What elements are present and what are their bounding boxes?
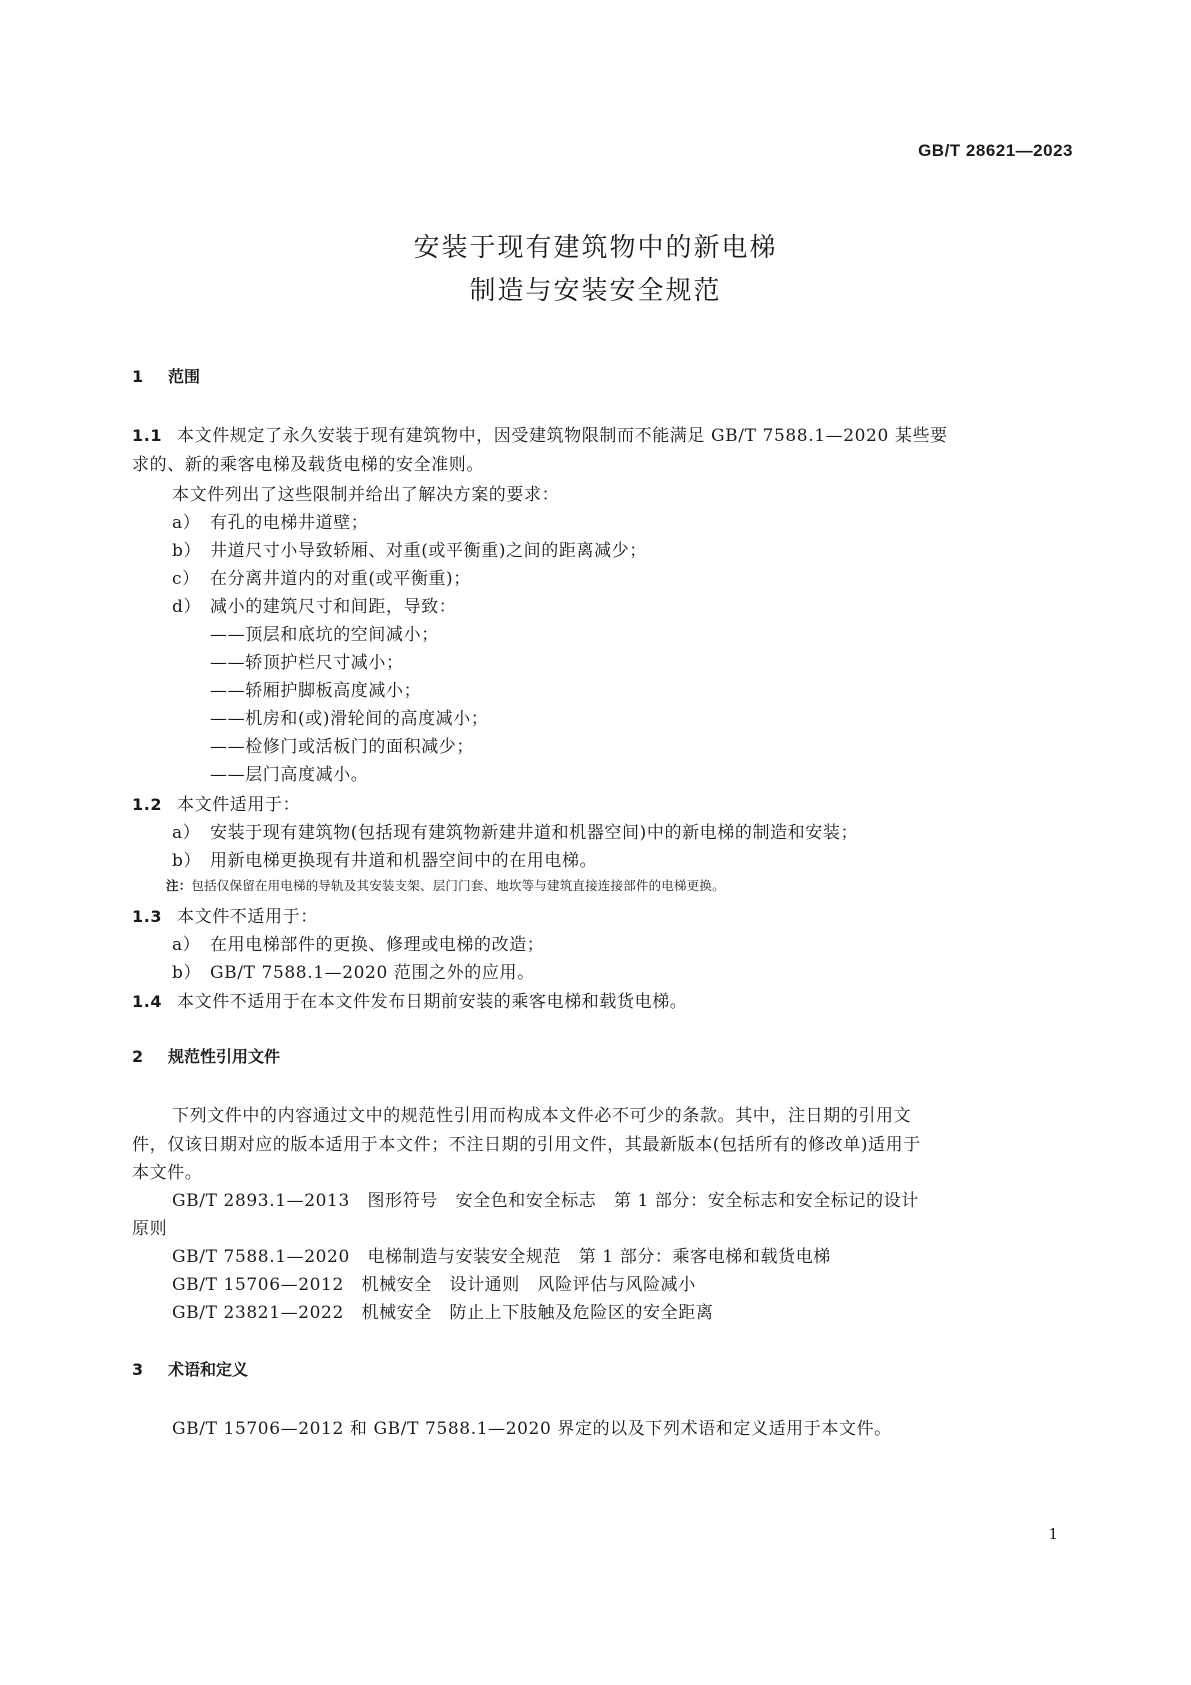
clause-text: 本文件规定了永久安装于现有建筑物中，因受建筑物限制而不能满足 GB/T 7588.1—2020 某些要 — [177, 426, 948, 446]
section-2-intro-line1: 下列文件中的内容通过文中的规范性引用而构成本文件必不可少的条款。其中，注日期的引用文 — [172, 1106, 912, 1126]
document-title-line2: 制造与安装安全规范 — [469, 276, 722, 306]
dash-item: ——轿厢护脚板高度减小； — [210, 681, 422, 701]
list-label: c） — [172, 569, 200, 589]
dash-item: ——机房和(或)滑轮间的高度减小； — [210, 709, 489, 729]
reference-item: GB/T 2893.1—2013 图形符号 安全色和安全标志 第 1 部分：安全标志和安全标记的设计 — [172, 1191, 919, 1211]
list-text: 安装于现有建筑物(包括现有建筑物新建井道和机器空间)中的新电梯的制造和安装； — [210, 823, 859, 843]
note-label: 注： — [166, 878, 192, 893]
note-text: 包括仅保留在用电梯的导轨及其安装支架、层门门套、地坎等与建筑直接连接部件的电梯更换。 — [191, 878, 725, 893]
section-title: 范围 — [168, 367, 201, 386]
clause-text: 本文件适用于： — [177, 795, 301, 815]
clause-1-1-line1 — [132, 421, 948, 446]
list-text: GB/T 7588.1—2020 范围之外的应用。 — [210, 963, 535, 983]
clause-text: 本文件不适用于： — [177, 907, 318, 927]
section-3-text: GB/T 15706—2012 和 GB/T 7588.1—2020 界定的以及下列术语和定义适用于本文件。 — [172, 1419, 892, 1439]
list-label: b） — [172, 541, 202, 561]
list-label: a） — [172, 823, 201, 843]
list-text: 井道尺寸小导致轿厢、对重(或平衡重)之间的距离减少； — [210, 541, 647, 561]
clause-number: 1.1 — [132, 426, 163, 445]
list-item — [172, 592, 456, 617]
list-text: 在用电梯部件的更换、修理或电梯的改造； — [210, 935, 545, 955]
list-item — [172, 818, 858, 843]
list-item — [172, 564, 471, 589]
list-item — [172, 536, 647, 561]
list-label: a） — [172, 513, 201, 533]
document-title-line1: 安装于现有建筑物中的新电梯 — [413, 233, 778, 263]
list-item — [172, 846, 597, 871]
clause-1-3 — [132, 902, 318, 927]
section-number: 1 — [132, 367, 144, 386]
reference-item: GB/T 23821—2022 机械安全 防止上下肢触及危险区的安全距离 — [172, 1303, 714, 1323]
section-2-intro-line2: 件，仅该日期对应的版本适用于本文件；不注日期的引用文件，其最新版本(包括所有的修改单)适用于 — [132, 1135, 921, 1155]
list-label: b） — [172, 851, 202, 871]
clause-number: 1.3 — [132, 907, 163, 926]
note — [166, 876, 725, 894]
standard-number: GB/T 28621—2023 — [918, 141, 1073, 160]
dash-item: ——轿顶护栏尺寸减小； — [210, 653, 404, 673]
list-label: d） — [172, 597, 202, 617]
list-text: 减小的建筑尺寸和间距，导致： — [210, 597, 457, 617]
reference-item: GB/T 15706—2012 机械安全 设计通则 风险评估与风险减小 — [172, 1275, 696, 1295]
section-1-heading — [132, 364, 200, 387]
section-2-heading — [132, 1044, 280, 1067]
list-item — [172, 930, 544, 955]
reference-item-continuation: 原则 — [132, 1219, 168, 1239]
list-item — [172, 508, 368, 533]
dash-item: ——检修门或活板门的面积减少； — [210, 737, 474, 757]
section-2-intro-line3: 本文件。 — [132, 1163, 203, 1183]
section-title: 术语和定义 — [168, 1360, 249, 1379]
list-text: 用新电梯更换现有井道和机器空间中的在用电梯。 — [210, 851, 598, 871]
clause-1-2 — [132, 790, 300, 815]
list-item — [172, 958, 535, 983]
section-3-heading — [132, 1357, 248, 1380]
reference-item: GB/T 7588.1—2020 电梯制造与安装安全规范 第 1 部分：乘客电梯和载货电梯 — [172, 1247, 831, 1267]
list-label: b） — [172, 963, 202, 983]
list-text: 有孔的电梯井道壁； — [210, 513, 369, 533]
clause-1-4 — [132, 987, 687, 1012]
list-text: 在分离井道内的对重(或平衡重)； — [210, 569, 471, 589]
clause-number: 1.4 — [132, 992, 163, 1011]
list-label: a） — [172, 935, 201, 955]
section-number: 3 — [132, 1360, 144, 1379]
section-number: 2 — [132, 1047, 144, 1066]
dash-item: ——顶层和底坑的空间减小； — [210, 625, 439, 645]
dash-item: ——层门高度减小。 — [210, 765, 369, 785]
clause-number: 1.2 — [132, 795, 163, 814]
clause-1-1-line2: 求的、新的乘客电梯及载货电梯的安全准则。 — [132, 455, 484, 475]
page-number: 1 — [1048, 1525, 1058, 1543]
section-title: 规范性引用文件 — [168, 1047, 281, 1066]
clause-text: 本文件不适用于在本文件发布日期前安装的乘客电梯和载货电梯。 — [177, 992, 688, 1012]
clause-1-1-intro: 本文件列出了这些限制并给出了解决方案的要求： — [172, 485, 560, 505]
